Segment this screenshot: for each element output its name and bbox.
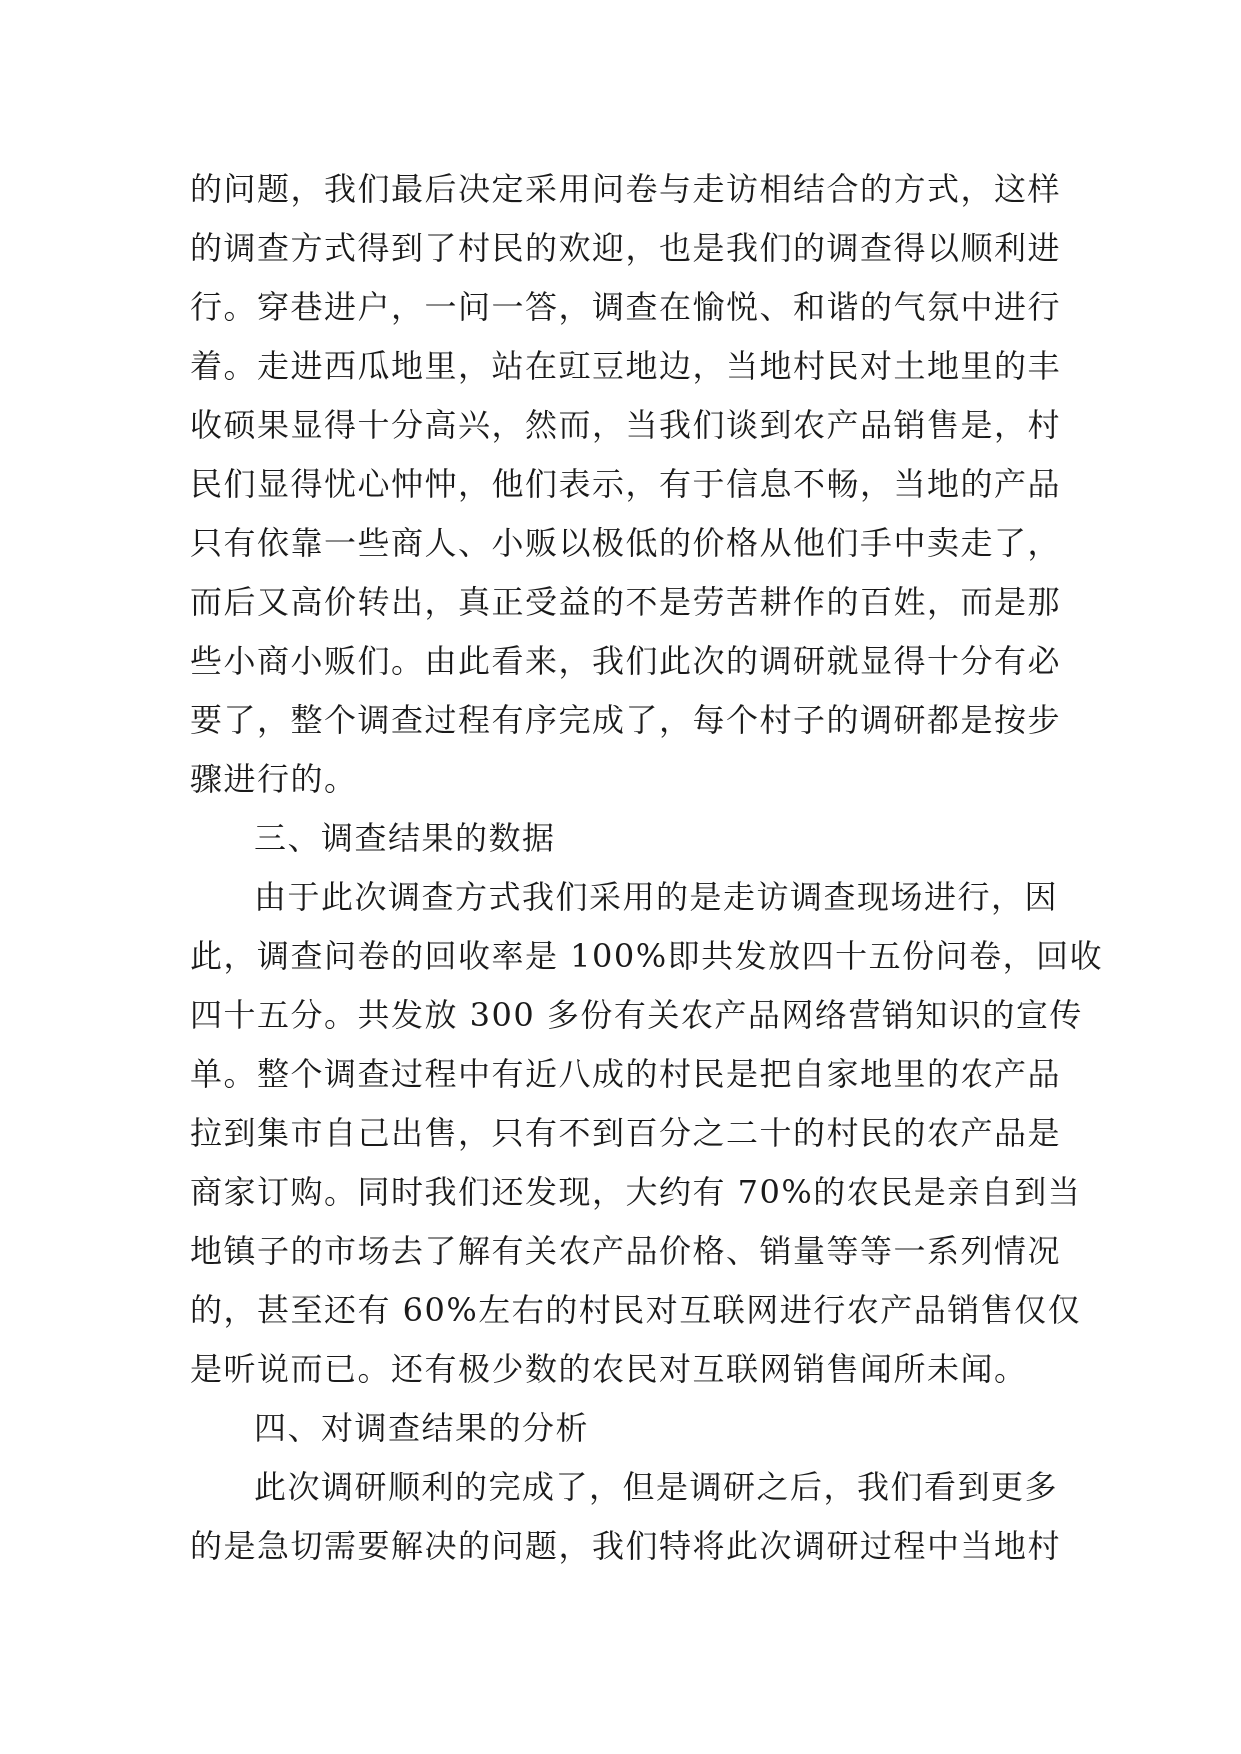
paragraph-line: 行。穿巷进户，一问一答，调查在愉悦、和谐的气氛中进行: [190, 288, 1062, 326]
paragraph-line: 由于此次调查方式我们采用的是走访调查现场进行，因: [254, 878, 1059, 916]
paragraph-line: 的问题，我们最后决定采用问卷与走访相结合的方式，这样: [190, 170, 1062, 208]
paragraph-line: 的调查方式得到了村民的欢迎，也是我们的调查得以顺利进: [190, 229, 1062, 267]
paragraph-line: 是听说而已。还有极少数的农民对互联网销售闻所未闻。: [190, 1350, 1028, 1388]
paragraph-line: 收硕果显得十分高兴，然而，当我们谈到农产品销售是，村: [190, 406, 1062, 444]
paragraph-line: 要了，整个调查过程有序完成了，每个村子的调研都是按步: [190, 701, 1062, 739]
section-heading: 四、对调查结果的分析: [254, 1409, 590, 1447]
paragraph-line: 的，甚至还有 60%左右的村民对互联网进行农产品销售仅仅: [190, 1291, 1082, 1329]
paragraph-line: 着。走进西瓜地里，站在豇豆地边，当地村民对土地里的丰: [190, 347, 1062, 385]
document-body: [190, 160, 1104, 1576]
paragraph-line: 的是急切需要解决的问题，我们特将此次调研过程中当地村: [190, 1527, 1062, 1565]
section-heading: 三、调查结果的数据: [254, 819, 556, 857]
paragraph-line: 民们显得忧心忡忡，他们表示，有于信息不畅，当地的产品: [190, 465, 1062, 503]
paragraph-line: 拉到集市自己出售，只有不到百分之二十的村民的农产品是: [190, 1114, 1062, 1152]
paragraph-line: 只有依靠一些商人、小贩以极低的价格从他们手中卖走了，: [190, 524, 1062, 562]
paragraph-line: 而后又高价转出，真正受益的不是劳苦耕作的百姓，而是那: [190, 583, 1062, 621]
paragraph-line: 些小商小贩们。由此看来，我们此次的调研就显得十分有必: [190, 642, 1062, 680]
paragraph-line: 单。整个调查过程中有近八成的村民是把自家地里的农产品: [190, 1055, 1062, 1093]
paragraph-line: 四十五分。共发放 300 多份有关农产品网络营销知识的宣传: [190, 996, 1083, 1034]
paragraph-line: 地镇子的市场去了解有关农产品价格、销量等等一系列情况: [190, 1232, 1062, 1270]
paragraph-line: 此次调研顺利的完成了，但是调研之后，我们看到更多: [254, 1468, 1059, 1506]
paragraph-line: 商家订购。同时我们还发现，大约有 70%的农民是亲自到当: [190, 1173, 1082, 1211]
paragraph-line: 骤进行的。: [190, 760, 358, 798]
paragraph-line: 此，调查问卷的回收率是 100%即共发放四十五份问卷，回收: [190, 937, 1104, 975]
